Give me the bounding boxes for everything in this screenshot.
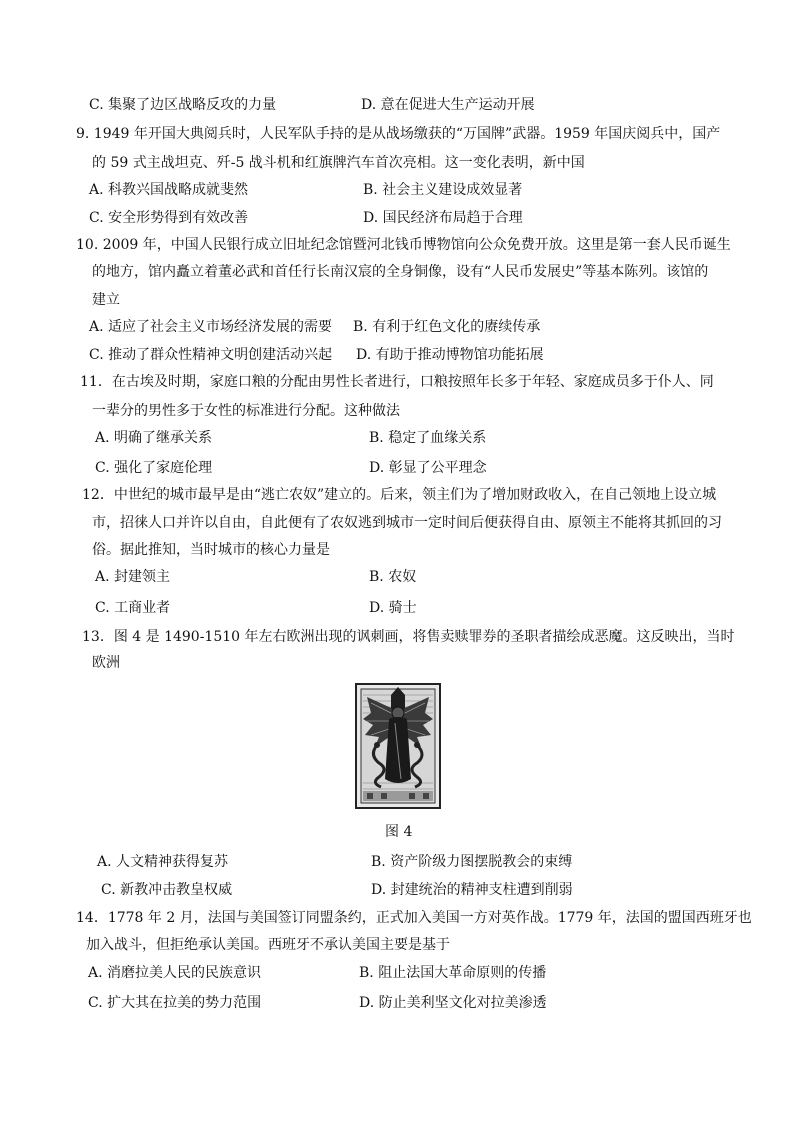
- q9-stem-line1: 9. 1949 年开国大典阅兵时，人民军队手持的是从战场缴获的“万国牌”武器。1959 年国庆阅兵中，国产: [76, 126, 721, 142]
- q10-option-b: B. 有利于红色文化的赓续传承: [353, 319, 541, 335]
- q12-stem-line1: 12．中世纪的城市最早是由“逃亡农奴”建立的。后来，领主们为了增加财政收入，在自己领地上设立城: [82, 487, 717, 503]
- q12-option-c: C. 工商业者: [95, 600, 171, 616]
- figure-4-caption: 图 4: [385, 824, 413, 840]
- figure-4-satirical-woodcut: [355, 683, 441, 809]
- q13-stem-line2: 欧洲: [92, 655, 120, 671]
- q8-option-c: C. 集聚了边区战略反攻的力量: [89, 97, 277, 113]
- q13-option-d: D. 封建统治的精神支柱遭到削弱: [371, 882, 573, 898]
- q11-option-a: A. 明确了继承关系: [95, 430, 213, 446]
- q12-stem-line2: 市，招徕人口并许以自由，自此便有了农奴逃到城市一定时间后便获得自由、原领主不能将其抓回的习: [92, 515, 722, 531]
- q12-option-a: A. 封建领主: [95, 569, 171, 585]
- q14-option-d: D. 防止美利坚文化对拉美渗透: [359, 995, 547, 1011]
- q11-stem-line1: 11．在古埃及时期，家庭口粮的分配由男性长者进行，口粮按照年长多于年轻、家庭成员多于仆人、同: [80, 374, 714, 390]
- q10-stem-line1: 10. 2009 年，中国人民银行成立旧址纪念馆暨河北钱币博物馆向公众免费开放。这里是第一套人民币诞生: [76, 237, 731, 253]
- q14-stem-line1: 14．1778 年 2 月，法国与美国签订同盟条约，正式加入美国一方对英作战。1779 年，法国的盟国西班牙也: [76, 910, 752, 926]
- q13-option-b: B. 资产阶级力图摆脱教会的束缚: [371, 854, 573, 870]
- q9-option-b: B. 社会主义建设成效显著: [363, 182, 523, 198]
- q10-stem-line3: 建立: [92, 292, 120, 308]
- q12-option-d: D. 骑士: [369, 600, 417, 616]
- q10-option-c: C. 推动了群众性精神文明创建活动兴起: [89, 347, 333, 363]
- q11-option-c: C. 强化了家庭伦理: [95, 460, 213, 476]
- q12-stem-line3: 俗。据此推知，当时城市的核心力量是: [92, 542, 330, 558]
- q14-stem-line2: 加入战斗，但拒绝承认美国。西班牙不承认美国主要是基于: [86, 937, 450, 953]
- q14-option-c: C. 扩大其在拉美的势力范围: [88, 995, 262, 1011]
- q11-option-d: D. 彰显了公平理念: [369, 460, 487, 476]
- q10-option-a: A. 适应了社会主义市场经济发展的需要: [89, 319, 333, 335]
- q13-stem-line1: 13．图 4 是 1490-1510 年左右欧洲出现的讽刺画，将售卖赎罪券的圣职者描绘成恶魔。这反映出，当时: [82, 629, 735, 645]
- q11-option-b: B. 稳定了血缘关系: [369, 430, 487, 446]
- q13-option-a: A. 人文精神获得复苏: [97, 854, 229, 870]
- q9-option-a: A. 科教兴国战略成就斐然: [89, 182, 249, 198]
- figure-4-illustration: [355, 683, 441, 809]
- q14-option-b: B. 阻止法国大革命原则的传播: [359, 965, 547, 981]
- q8-option-d: D. 意在促进大生产运动开展: [361, 97, 535, 113]
- q9-option-d: D. 国民经济布局趋于合理: [363, 210, 523, 226]
- q11-stem-line2: 一辈分的男性多于女性的标准进行分配。这种做法: [92, 403, 400, 419]
- q10-stem-line2: 的地方，馆内矗立着董必武和首任行长南汉宸的全身铜像，设有“人民币发展史”等基本陈列。该馆的: [92, 264, 709, 280]
- q14-option-a: A. 消磨拉美人民的民族意识: [88, 965, 262, 981]
- q13-option-c: C. 新教冲击教皇权威: [101, 882, 233, 898]
- q10-option-d: D. 有助于推动博物馆功能拓展: [356, 347, 544, 363]
- q9-option-c: C. 安全形势得到有效改善: [89, 210, 249, 226]
- q12-option-b: B. 农奴: [369, 569, 417, 585]
- q9-stem-line2: 的 59 式主战坦克、歼-5 战斗机和红旗牌汽车首次亮相。这一变化表明，新中国: [92, 155, 585, 171]
